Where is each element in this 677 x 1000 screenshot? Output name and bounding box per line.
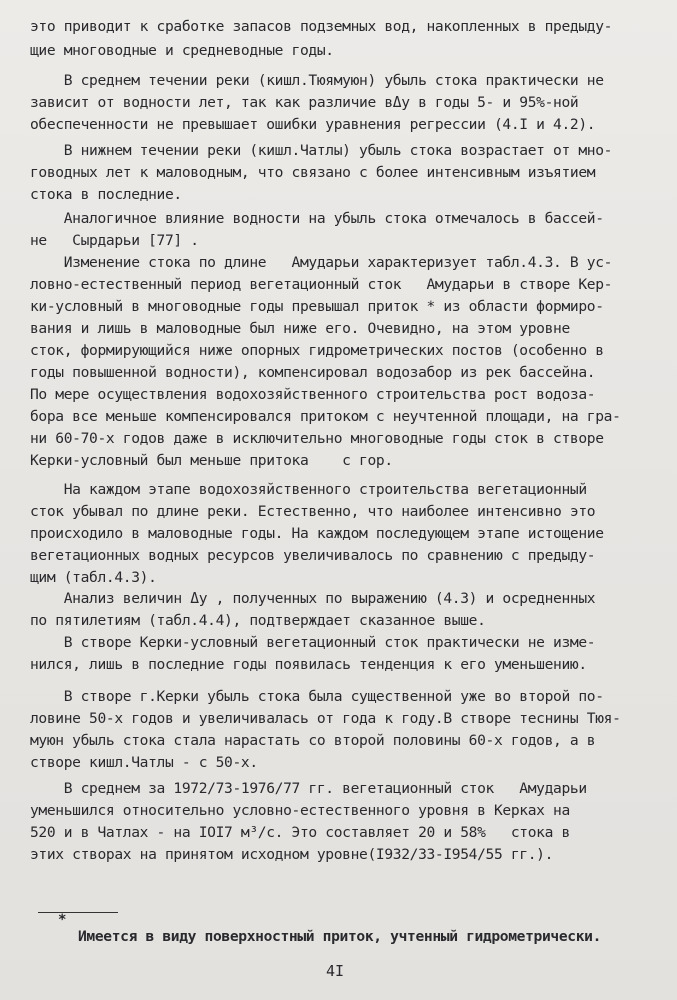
text-line: стока в последние. xyxy=(30,186,182,203)
text-line: В нижнем течении реки (кишл.Чатлы) убыль стока возрастает от мно- xyxy=(30,142,613,159)
text-line: происходило в маловодные годы. На каждом последующем этапе истощение xyxy=(30,525,604,542)
text-line: ловине 50-х годов и увеличивалась от года к году.В створе теснины Тюя- xyxy=(30,710,621,727)
text-line: по пятилетиям (табл.4.4), подтверждает сказанное выше. xyxy=(30,612,486,629)
text-line: сток, формирующийся ниже опорных гидрометрических постов (особенно в xyxy=(30,342,604,359)
text-line: щие многоводные и средневодные годы. xyxy=(30,42,334,59)
text-line: годы повышенной водности), компенсировал водозабор из рек бассейна. xyxy=(30,364,596,381)
text-line: Аналогичное влияние водности на убыль стока отмечалось в бассей- xyxy=(30,210,604,227)
text-line: Анализ величин Δу , полученных по выражению (4.3) и осредненных xyxy=(30,590,596,607)
text-line: В среднем за 1972/73-1976/77 гг. вегетационный сток Амударьи xyxy=(30,780,587,797)
text-line: По мере осуществления водохозяйственного строительства рост водоза- xyxy=(30,386,596,403)
text-line: На каждом этапе водохозяйственного строительства вегетационный xyxy=(30,481,587,498)
text-line: нился, лишь в последние годы появилась тенденция к его уменьшению. xyxy=(30,656,587,673)
text-line: В створе г.Керки убыль стока была существенной уже во второй по- xyxy=(30,688,604,705)
text-line: бора все меньше компенсировался притоком с неучтенной площади, на гра- xyxy=(30,408,621,425)
text-line: В среднем течении реки (кишл.Тюямуюн) убыль стока практически не xyxy=(30,72,604,89)
text-line: щим (табл.4.3). xyxy=(30,569,157,586)
text-line: сток убывал по длине реки. Естественно, что наиболее интенсивно это xyxy=(30,503,596,520)
text-line: ки-условный в многоводные годы превышал приток * из области формиро- xyxy=(30,298,604,315)
text-line: обеспеченности не превышает ошибки уравнения регрессии (4.I и 4.2). xyxy=(30,116,596,133)
text-line: зависит от водности лет, так как различие вΔу в годы 5- и 95%-ной xyxy=(30,94,579,111)
text-line: вания и лишь в маловодные был ниже его. Очевидно, на этом уровне xyxy=(30,320,570,337)
text-line: этих створах на принятом исходном уровне(I932/33-I954/55 гг.). xyxy=(30,846,554,863)
text-line: ловно-естественный период вегетационный сток Амударьи в створе Кер- xyxy=(30,276,613,293)
text-line: муюн убыль стока стала нарастать со второй половины 60-х годов, а в xyxy=(30,732,596,749)
text-line: Изменение стока по длине Амударьи характеризует табл.4.3. В ус- xyxy=(30,254,613,271)
page-number: 4I xyxy=(326,962,345,980)
text-line: вегетационных водных ресурсов увеличивалось по сравнению с предыду- xyxy=(30,547,596,564)
text-line: створе кишл.Чатлы - с 50-х. xyxy=(30,754,258,771)
footnote-text: Имеется в виду поверхностный приток, учтенный гидрометрически. xyxy=(78,928,602,945)
text-line: 520 и в Чатлах - на IOI7 м³/с. Это составляет 20 и 58% стока в xyxy=(30,824,570,841)
text-line: это приводит к сработке запасов подземных вод, накопленных в предыду- xyxy=(30,18,613,35)
text-line: уменьшился относительно условно-естественного уровня в Керках на xyxy=(30,802,570,819)
footnote-rule xyxy=(38,912,118,913)
text-line: не Сырдарьи [77] . xyxy=(30,232,199,249)
text-line: ни 60-70-х годов даже в исключительно многоводные годы сток в створе xyxy=(30,430,604,447)
text-line: Керки-условный был меньше притока с гор. xyxy=(30,452,393,469)
text-line: В створе Керки-условный вегетационный сток практически не изме- xyxy=(30,634,596,651)
footnote-marker: * xyxy=(58,912,67,928)
text-line: говодных лет к маловодным, что связано с более интенсивным изъятием xyxy=(30,164,596,181)
